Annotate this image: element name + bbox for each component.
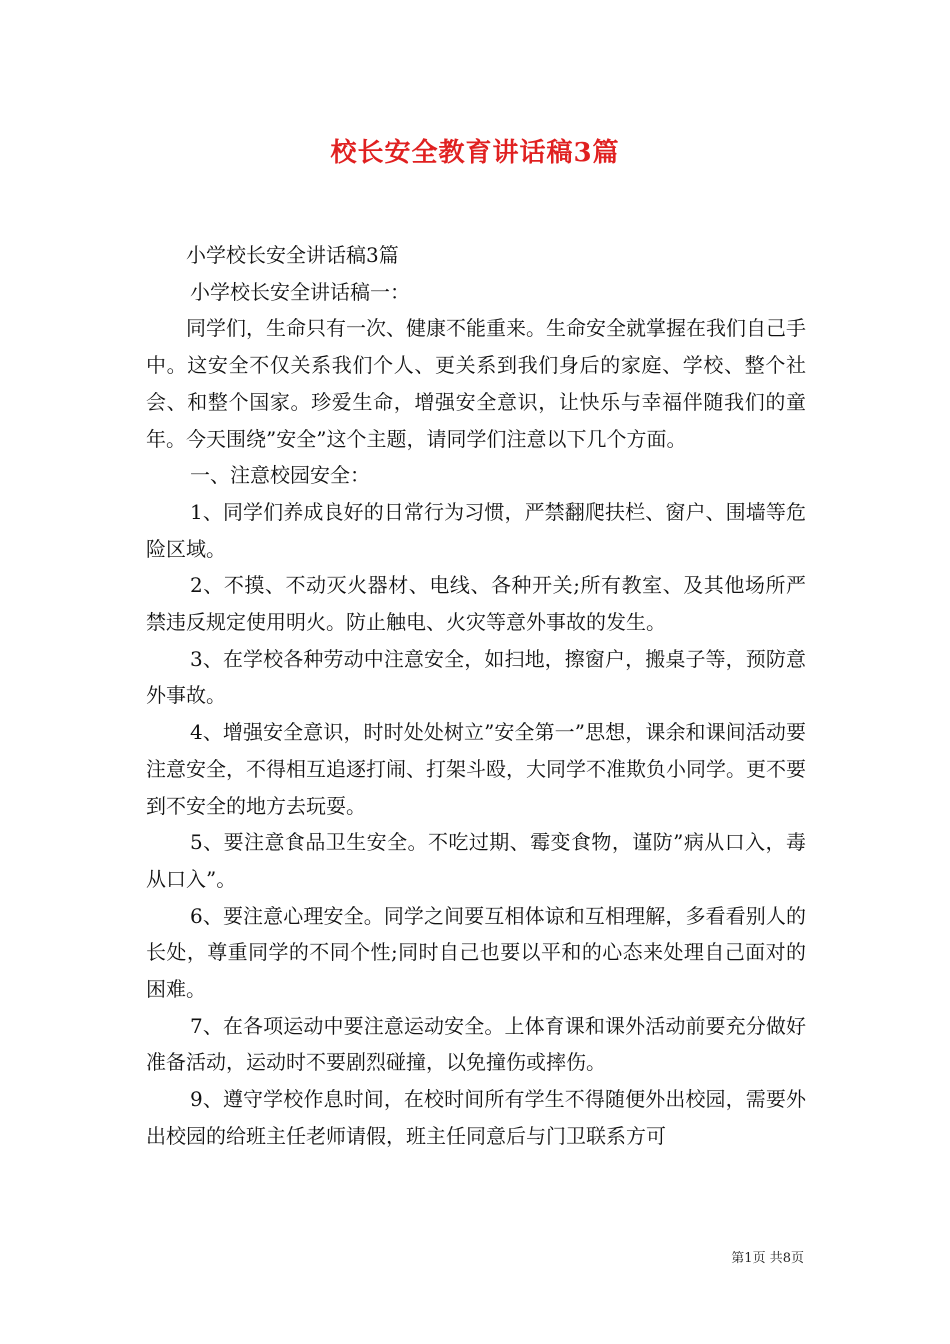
paragraph-heading: 小学校长安全讲话稿3篇: [186, 243, 399, 267]
paragraph-subheading: 小学校长安全讲话稿一：: [190, 279, 410, 304]
footer-current-page: 1: [744, 1251, 753, 1266]
list-item: 1、同学们养成良好的日常行为习惯，严禁翻爬扶栏、窗户、围墙等危险区域。: [146, 499, 806, 561]
list-item: 3、在学校各种劳动中注意安全，如扫地，擦窗户，搬桌子等，预防意外事故。: [146, 646, 806, 708]
document-body: [146, 237, 806, 1155]
list-item: 7、在各项运动中要注意运动安全。上体育课和课外活动前要充分做好准备活动，运动时不要剧烈碰撞，以免撞伤或摔伤。: [146, 1013, 806, 1075]
footer-total-pages: 8: [782, 1251, 791, 1266]
list-item: 5、要注意食品卫生安全。不吃过期、霉变食物，谨防”病从口入，毒从口入”。: [146, 830, 806, 891]
section-heading: 一、注意校园安全：: [190, 463, 370, 488]
footer-prefix: 第: [731, 1251, 745, 1266]
document-title: 校长安全教育讲话稿3篇: [330, 138, 620, 168]
list-item: 2、不摸、不动灭火器材、电线、各种开关;所有教室、及其他场所严禁违反规定使用明火。防止触电、火灾等意外事故的发生。: [146, 573, 806, 635]
footer-middle: 页 共: [752, 1251, 783, 1266]
list-item: 4、增强安全意识，时时处处树立”安全第一”思想，课余和课间活动要注意安全，不得相互追逐打闹、打架斗殴，大同学不准欺负小同学。更不要到不安全的地方去玩耍。: [146, 720, 806, 818]
page-footer: [731, 1247, 804, 1266]
list-item: 6、要注意心理安全。同学之间要互相体谅和互相理解，多看看别人的长处，尊重同学的不同个性;同时自己也要以平和的心态来处理自己面对的困难。: [146, 903, 806, 1002]
paragraph: 同学们，生命只有一次、健康不能重来。生命安全就掌握在我们自己手中。这安全不仅关系我们个人、更关系到我们身后的家庭、学校、整个社会、和整个国家。珍爱生命，增强安全意识，让快乐与幸福伴随我们的童年。今天围绕”安全”这个主题，请同学们注意以下几个方面。: [146, 316, 806, 451]
footer-suffix: 页: [790, 1251, 804, 1266]
list-item: 9、遵守学校作息时间，在校时间所有学生不得随便外出校园，需要外出校园的给班主任老师请假，班主任同意后与门卫联系方可: [146, 1087, 806, 1148]
